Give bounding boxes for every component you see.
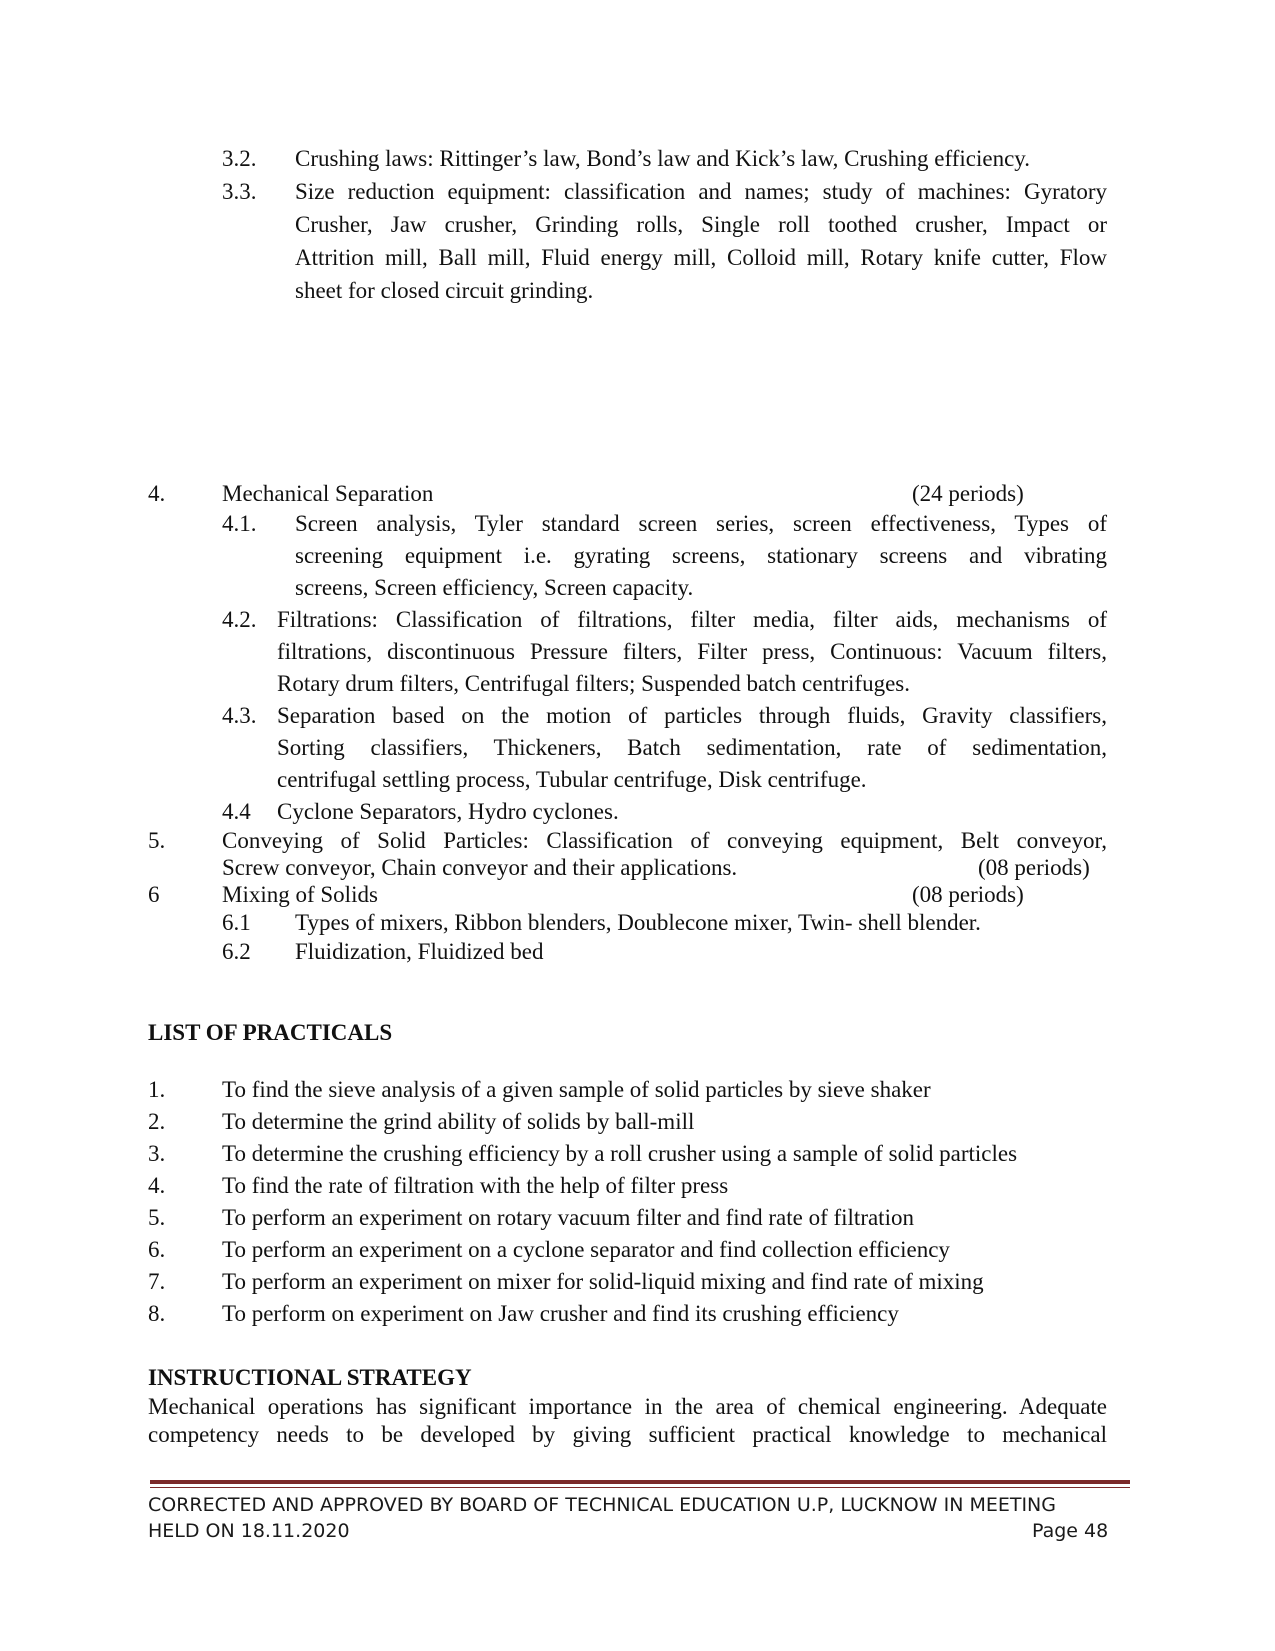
section-text-line: screens, Screen efficiency, Screen capacity.: [295, 575, 694, 600]
section-text: Fluidization, Fluidized bed: [295, 939, 544, 964]
unit-periods: (24 periods): [912, 481, 1024, 506]
unit-title: Mechanical Separation: [222, 481, 434, 506]
footer-date-text: HELD ON 18.11.2020: [148, 1520, 350, 1542]
unit-number: 4.: [148, 481, 166, 506]
practical-text: To determine the crushing efficiency by a roll crusher using a sample of solid particles: [222, 1141, 1018, 1166]
footer-approval-text: CORRECTED AND APPROVED BY BOARD OF TECHNICAL EDUCATION U.P, LUCKNOW IN MEETING: [148, 1494, 1056, 1516]
unit-text-line: Screw conveyor, Chain conveyor and their applications.: [222, 855, 738, 880]
section-text: Types of mixers, Ribbon blenders, Doublecone mixer, Twin- shell blender.: [295, 910, 981, 935]
section-text-line: sheet for closed circuit grinding.: [295, 278, 594, 303]
section-number: 3.2.: [222, 146, 257, 171]
section-text-line: centrifugal settling process, Tubular centrifuge, Disk centrifuge.: [277, 767, 867, 792]
unit-periods: (08 periods): [978, 855, 1090, 880]
strategy-heading: INSTRUCTIONAL STRATEGY: [148, 1365, 472, 1390]
practical-number: 7.: [148, 1269, 166, 1294]
unit-number: 6: [148, 882, 160, 907]
section-number: 4.2.: [222, 607, 257, 632]
section-number: 6.1: [222, 910, 251, 935]
practical-number: 6.: [148, 1237, 166, 1262]
section-text-line: Size reduction equipment: classification and names; study of machines: Gyratory: [295, 179, 1107, 204]
section-text: Crushing laws: Rittinger’s law, Bond’s law and Kick’s law, Crushing efficiency.: [295, 146, 1031, 171]
practical-text: To perform an experiment on a cyclone separator and find collection efficiency: [222, 1237, 950, 1262]
practical-number: 3.: [148, 1141, 166, 1166]
practical-number: 1.: [148, 1077, 166, 1102]
practical-text: To find the rate of filtration with the help of filter press: [222, 1173, 729, 1198]
footer-divider: [150, 1487, 1130, 1488]
section-text-line: Screen analysis, Tyler standard screen series, screen effectiveness, Types of: [295, 511, 1107, 536]
section-number: 4.1.: [222, 511, 257, 536]
section-text-line: Attrition mill, Ball mill, Fluid energy mill, Colloid mill, Rotary knife cutter, Flow: [295, 245, 1107, 270]
practical-text: To perform an experiment on rotary vacuum filter and find rate of filtration: [222, 1205, 914, 1230]
practical-text: To perform on experiment on Jaw crusher and find its crushing efficiency: [222, 1301, 899, 1326]
unit-text-line: Conveying of Solid Particles: Classification of conveying equipment, Belt conveyor,: [222, 828, 1107, 853]
section-number: 4.4: [222, 799, 251, 824]
practical-number: 5.: [148, 1205, 166, 1230]
section-number: 4.3.: [222, 703, 257, 728]
section-text-line: filtrations, discontinuous Pressure filters, Filter press, Continuous: Vacuum filters,: [277, 639, 1107, 664]
strategy-text-line: competency needs to be developed by giving sufficient practical knowledge to mechanical: [148, 1422, 1107, 1447]
practical-number: 8.: [148, 1301, 166, 1326]
section-text-line: Filtrations: Classification of filtrations, filter media, filter aids, mechanisms of: [277, 607, 1107, 632]
strategy-text-line: Mechanical operations has significant importance in the area of chemical engineering. Adequate: [148, 1394, 1107, 1419]
page-number: Page 48: [1032, 1520, 1109, 1542]
section-number: 3.3.: [222, 179, 257, 204]
unit-periods: (08 periods): [912, 882, 1024, 907]
section-text: Cyclone Separators, Hydro cyclones.: [277, 799, 619, 824]
section-text-line: Crusher, Jaw crusher, Grinding rolls, Single roll toothed crusher, Impact or: [295, 212, 1107, 237]
footer-divider: [150, 1480, 1130, 1484]
section-text-line: Separation based on the motion of particles through fluids, Gravity classifiers,: [277, 703, 1107, 728]
unit-title: Mixing of Solids: [222, 882, 378, 907]
practical-number: 2.: [148, 1109, 166, 1134]
section-text-line: Sorting classifiers, Thickeners, Batch sedimentation, rate of sedimentation,: [277, 735, 1107, 760]
unit-number: 5.: [148, 828, 166, 853]
practicals-heading: LIST OF PRACTICALS: [148, 1020, 393, 1045]
practical-text: To find the sieve analysis of a given sample of solid particles by sieve shaker: [222, 1077, 931, 1102]
practical-number: 4.: [148, 1173, 166, 1198]
practical-text: To perform an experiment on mixer for solid-liquid mixing and find rate of mixing: [222, 1269, 984, 1294]
section-text-line: screening equipment i.e. gyrating screens, stationary screens and vibrating: [295, 543, 1107, 568]
section-text-line: Rotary drum filters, Centrifugal filters; Suspended batch centrifuges.: [277, 671, 910, 696]
section-number: 6.2: [222, 939, 251, 964]
practical-text: To determine the grind ability of solids by ball-mill: [222, 1109, 695, 1134]
